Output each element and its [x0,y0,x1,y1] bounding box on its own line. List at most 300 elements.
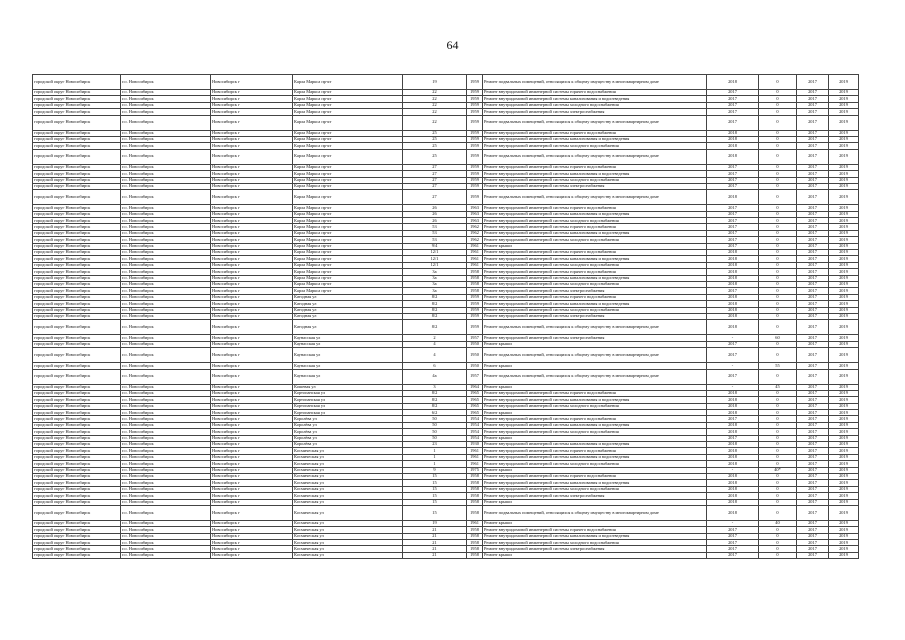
period-end-cell: 2019 [829,218,859,224]
work-type-cell: Ремонт крыши [483,341,707,347]
build-year-cell: 1950 [467,363,483,369]
period-end-cell: 2019 [829,416,859,422]
period-start-cell: 2017 [797,384,829,390]
period-end-cell: 2019 [829,480,859,486]
period-start-cell: 2017 [797,130,829,136]
municipality-cell: городской округ Новосибирск [33,546,121,552]
work-type-cell: Ремонт внутридомовой инженерной системы холодного водоснабжения [483,177,707,183]
street-cell: Космическая ул [293,527,403,533]
street-cell: Карла Маркса пр-кт [293,230,403,236]
build-year-cell: 1961 [467,250,483,256]
work-type-cell: Ремонт подвальных помещений, относящихся к общему имуществу в многоквартирном доме [483,320,707,335]
city-cell: Новосибирск г [211,348,293,363]
house-number-cell: 27 [403,171,467,177]
city-cell: Новосибирск г [211,102,293,108]
value-cell: 0 [759,183,797,189]
house-number-cell: 6 [403,363,467,369]
work-type-cell: Ремонт внутридомовой инженерной системы холодного водоснабжения [483,102,707,108]
period-end-cell: 2019 [829,250,859,256]
planned-year-cell: 2018 [707,499,759,505]
city-cell: Новосибирск г [211,211,293,217]
house-number-cell: 3 [403,384,467,390]
house-number-cell: 4 [403,341,467,347]
house-number-cell: 50 [403,435,467,441]
planned-year-cell: 2018 [707,480,759,486]
settlement-cell: г.о. Новосибирск [121,313,211,319]
house-number-cell: 21 [403,546,467,552]
period-start-cell: 2017 [797,435,829,441]
value-cell: 0 [759,454,797,460]
period-end-cell: 2019 [829,520,859,526]
city-cell: Новосибирск г [211,454,293,460]
period-end-cell: 2019 [829,410,859,416]
planned-year-cell: 2018 [707,313,759,319]
period-end-cell: 2019 [829,243,859,249]
work-type-cell: Ремонт внутридомовой инженерной системы горячего водоснабжения [483,527,707,533]
value-cell: 0 [759,410,797,416]
value-cell: 0 [759,313,797,319]
work-type-cell: Ремонт внутридомовой инженерной системы канализования и водоотведения [483,442,707,448]
work-type-cell: Ремонт крыши [483,243,707,249]
city-cell: Новосибирск г [211,480,293,486]
period-end-cell: 2019 [829,313,859,319]
work-type-cell: Ремонт подвальных помещений, относящихся к общему имуществу в многоквартирном доме [483,505,707,520]
planned-year-cell: 2018 [707,281,759,287]
planned-year-cell: 2018 [707,390,759,396]
build-year-cell: 1958 [467,540,483,546]
build-year-cell: 1963 [467,218,483,224]
value-cell: 0 [759,540,797,546]
city-cell: Новосибирск г [211,335,293,341]
period-end-cell: 2019 [829,493,859,499]
period-start-cell: 2017 [797,505,829,520]
period-end-cell: 2019 [829,505,859,520]
period-end-cell: 2019 [829,149,859,164]
value-cell: 0 [759,473,797,479]
planned-year-cell: 2017 [707,288,759,294]
build-year-cell: 1959 [467,130,483,136]
planned-year-cell: 2017 [707,369,759,384]
work-type-cell: Ремонт внутридомовой инженерной системы канализования и водоотведения [483,275,707,281]
work-type-cell: Ремонт внутридомовой инженерной системы холодного водоснабжения [483,403,707,409]
settlement-cell: г.о. Новосибирск [121,102,211,108]
house-number-cell: 15 [403,493,467,499]
house-number-cell: 8/2 [403,403,467,409]
table-row [33,149,859,164]
municipality-cell: городской округ Новосибирск [33,410,121,416]
value-cell: 0 [759,256,797,262]
street-cell: Космическая ул [293,552,403,558]
city-cell: Новосибирск г [211,527,293,533]
build-year-cell: 1961 [467,461,483,467]
value-cell: 0 [759,533,797,539]
house-number-cell: 15 [403,505,467,520]
house-number-cell: 8/2 [403,397,467,403]
work-type-cell: Ремонт внутридомовой инженерной системы канализования и водоотведения [483,256,707,262]
house-number-cell: 27 [403,164,467,170]
house-number-cell: 26 [403,205,467,211]
municipality-cell: городской округ Новосибирск [33,75,121,90]
planned-year-cell: 2018 [707,256,759,262]
street-cell: Космическая ул [293,533,403,539]
period-end-cell: 2019 [829,473,859,479]
city-cell: Новосибирск г [211,467,293,473]
city-cell: Новосибирск г [211,75,293,90]
municipality-cell: городской округ Новосибирск [33,149,121,164]
street-cell: Каунасская ул [293,341,403,347]
municipality-cell: городской округ Новосибирск [33,294,121,300]
build-year-cell: 1958 [467,499,483,505]
period-start-cell: 2017 [797,552,829,558]
planned-year-cell: - [707,335,759,341]
period-start-cell: 2017 [797,190,829,205]
value-cell: 45 [759,384,797,390]
value-cell: 0 [759,552,797,558]
work-type-cell: Ремонт внутридомовой инженерной системы канализования и водоотведения [483,230,707,236]
house-number-cell: 9 [403,467,467,473]
municipality-cell: городской округ Новосибирск [33,520,121,526]
street-cell: Космическая ул [293,546,403,552]
period-start-cell: 2017 [797,410,829,416]
municipality-cell: городской округ Новосибирск [33,262,121,268]
planned-year-cell: 2017 [707,540,759,546]
period-start-cell: 2017 [797,143,829,149]
planned-year-cell: 2017 [707,205,759,211]
work-type-cell: Ремонт подвальных помещений, относящихся к общему имуществу в многоквартирном доме [483,75,707,90]
value-cell: 0 [759,442,797,448]
work-type-cell: Ремонт внутридомовой инженерной системы горячего водоснабжения [483,448,707,454]
work-type-cell: Ремонт внутридомовой инженерной системы холодного водоснабжения [483,486,707,492]
municipality-cell: городской округ Новосибирск [33,499,121,505]
work-type-cell: Ремонт внутридомовой инженерной системы электроснабжения [483,546,707,552]
city-cell: Новосибирск г [211,230,293,236]
settlement-cell: г.о. Новосибирск [121,422,211,428]
period-end-cell: 2019 [829,294,859,300]
build-year-cell: 1959 [467,90,483,96]
city-cell: Новосибирск г [211,546,293,552]
value-cell: 0 [759,218,797,224]
period-start-cell: 2017 [797,164,829,170]
planned-year-cell: 2017 [707,435,759,441]
period-start-cell: 2017 [797,256,829,262]
period-end-cell: 2019 [829,183,859,189]
municipality-cell: городской округ Новосибирск [33,130,121,136]
settlement-cell: г.о. Новосибирск [121,143,211,149]
house-number-cell: 53 [403,230,467,236]
work-type-cell: Ремонт внутридомовой инженерной системы горячего водоснабжения [483,473,707,479]
work-type-cell: Ремонт внутридомовой инженерной системы горячего водоснабжения [483,250,707,256]
value-cell: 0 [759,130,797,136]
planned-year-cell: 2018 [707,130,759,136]
house-number-cell: 26 [403,211,467,217]
period-end-cell: 2019 [829,390,859,396]
period-start-cell: 2017 [797,442,829,448]
municipality-cell: городской округ Новосибирск [33,363,121,369]
planned-year-cell: 2017 [707,218,759,224]
value-cell: 0 [759,275,797,281]
period-start-cell: 2017 [797,454,829,460]
city-cell: Новосибирск г [211,390,293,396]
city-cell: Новосибирск г [211,448,293,454]
settlement-cell: г.о. Новосибирск [121,527,211,533]
municipality-cell: городской округ Новосибирск [33,429,121,435]
build-year-cell: 1954 [467,429,483,435]
value-cell: 0 [759,461,797,467]
period-end-cell: 2019 [829,262,859,268]
build-year-cell: 1961 [467,520,483,526]
house-number-cell: 3а [403,288,467,294]
work-type-cell: Ремонт крыши [483,552,707,558]
city-cell: Новосибирск г [211,136,293,142]
city-cell: Новосибирск г [211,218,293,224]
work-type-cell: Ремонт внутридомовой инженерной системы холодного водоснабжения [483,281,707,287]
settlement-cell: г.о. Новосибирск [121,190,211,205]
city-cell: Новосибирск г [211,540,293,546]
city-cell: Новосибирск г [211,403,293,409]
build-year-cell: 1958 [467,269,483,275]
municipality-cell: городской округ Новосибирск [33,461,121,467]
planned-year-cell: 2018 [707,301,759,307]
value-cell: 0 [759,390,797,396]
period-start-cell: 2017 [797,275,829,281]
period-start-cell: 2017 [797,493,829,499]
planned-year-cell: 2018 [707,505,759,520]
street-cell: Королёва ул [293,435,403,441]
period-start-cell: 2017 [797,363,829,369]
street-cell: Каунасская ул [293,348,403,363]
municipality-cell: городской округ Новосибирск [33,288,121,294]
planned-year-cell: - [707,384,759,390]
city-cell: Новосибирск г [211,416,293,422]
municipality-cell: городской округ Новосибирск [33,341,121,347]
city-cell: Новосибирск г [211,96,293,102]
house-number-cell: 4 [403,348,467,363]
municipality-cell: городской округ Новосибирск [33,90,121,96]
period-start-cell: 2017 [797,448,829,454]
municipality-cell: городской округ Новосибирск [33,320,121,335]
settlement-cell: г.о. Новосибирск [121,486,211,492]
municipality-cell: городской округ Новосибирск [33,96,121,102]
work-type-cell: Ремонт внутридомовой инженерной системы горячего водоснабжения [483,390,707,396]
planned-year-cell: 2018 [707,448,759,454]
period-end-cell: 2019 [829,422,859,428]
value-cell: 0 [759,493,797,499]
house-number-cell: 22 [403,96,467,102]
period-end-cell: 2019 [829,164,859,170]
city-cell: Новосибирск г [211,149,293,164]
city-cell: Новосибирск г [211,250,293,256]
street-cell: Карла Маркса пр-кт [293,109,403,115]
period-end-cell: 2019 [829,90,859,96]
period-end-cell: 2019 [829,384,859,390]
municipality-cell: городской округ Новосибирск [33,505,121,520]
street-cell: Кортопанская ул [293,390,403,396]
settlement-cell: г.о. Новосибирск [121,540,211,546]
period-start-cell: 2017 [797,533,829,539]
period-end-cell: 2019 [829,237,859,243]
settlement-cell: г.о. Новосибирск [121,448,211,454]
city-cell: Новосибирск г [211,505,293,520]
municipality-cell: городской округ Новосибирск [33,493,121,499]
municipality-cell: городской округ Новосибирск [33,190,121,205]
settlement-cell: г.о. Новосибирск [121,341,211,347]
planned-year-cell: 2018 [707,136,759,142]
build-year-cell: 1959 [467,109,483,115]
street-cell: Катодная ул [293,320,403,335]
period-start-cell: 2017 [797,136,829,142]
period-end-cell: 2019 [829,224,859,230]
value-cell: 0 [759,96,797,102]
table-row [33,505,859,520]
period-start-cell: 2017 [797,480,829,486]
period-end-cell: 2019 [829,288,859,294]
planned-year-cell: 2018 [707,320,759,335]
street-cell: Карла Маркса пр-кт [293,149,403,164]
period-end-cell: 2019 [829,533,859,539]
street-cell: Карла Маркса пр-кт [293,190,403,205]
municipality-cell: городской округ Новосибирск [33,416,121,422]
settlement-cell: г.о. Новосибирск [121,416,211,422]
value-cell: 0 [759,281,797,287]
settlement-cell: г.о. Новосибирск [121,211,211,217]
city-cell: Новосибирск г [211,422,293,428]
house-number-cell: 25 [403,143,467,149]
planned-year-cell: - [707,467,759,473]
settlement-cell: г.о. Новосибирск [121,205,211,211]
period-end-cell: 2019 [829,102,859,108]
street-cell: Карла Маркса пр-кт [293,243,403,249]
planned-year-cell: - [707,520,759,526]
street-cell: Карла Маркса пр-кт [293,218,403,224]
repair-schedule-table [32,74,859,559]
settlement-cell: г.о. Новосибирск [121,335,211,341]
city-cell: Новосибирск г [211,307,293,313]
work-type-cell: Ремонт внутридомовой инженерной системы электроснабжения [483,288,707,294]
work-type-cell: Ремонт крыши [483,410,707,416]
municipality-cell: городской округ Новосибирск [33,136,121,142]
house-number-cell: 8/2 [403,320,467,335]
period-start-cell: 2017 [797,520,829,526]
period-start-cell: 2017 [797,294,829,300]
municipality-cell: городской округ Новосибирск [33,473,121,479]
build-year-cell: 1965 [467,397,483,403]
house-number-cell: 25 [403,130,467,136]
municipality-cell: городской округ Новосибирск [33,211,121,217]
planned-year-cell: 2017 [707,533,759,539]
house-number-cell: 27 [403,183,467,189]
municipality-cell: городской округ Новосибирск [33,442,121,448]
work-type-cell: Ремонт внутридомовой инженерной системы электроснабжения [483,313,707,319]
municipality-cell: городской округ Новосибирск [33,448,121,454]
value-cell: 40* [759,467,797,473]
build-year-cell: 1961 [467,243,483,249]
build-year-cell: 1958 [467,486,483,492]
value-cell: 0 [759,211,797,217]
period-start-cell: 2017 [797,369,829,384]
city-cell: Новосибирск г [211,164,293,170]
planned-year-cell: 2018 [707,262,759,268]
period-start-cell: 2017 [797,540,829,546]
build-year-cell: 1959 [467,301,483,307]
municipality-cell: городской округ Новосибирск [33,486,121,492]
house-number-cell: 22 [403,102,467,108]
city-cell: Новосибирск г [211,237,293,243]
value-cell: 0 [759,164,797,170]
street-cell: Космическая ул [293,467,403,473]
street-cell: Карла Маркса пр-кт [293,183,403,189]
planned-year-cell: 2018 [707,473,759,479]
house-number-cell: 8/2 [403,390,467,396]
value-cell: 0 [759,250,797,256]
period-end-cell: 2019 [829,486,859,492]
city-cell: Новосибирск г [211,384,293,390]
work-type-cell: Ремонт внутридомовой инженерной системы канализования и водоотведения [483,480,707,486]
period-start-cell: 2017 [797,211,829,217]
city-cell: Новосибирск г [211,171,293,177]
build-year-cell: 1963 [467,205,483,211]
period-start-cell: 2017 [797,149,829,164]
build-year-cell: 1950 [467,348,483,363]
period-start-cell: 2017 [797,301,829,307]
build-year-cell: 1950 [467,341,483,347]
value-cell: 0 [759,243,797,249]
house-number-cell: 2 [403,335,467,341]
settlement-cell: г.о. Новосибирск [121,505,211,520]
value-cell: 0 [759,397,797,403]
city-cell: Новосибирск г [211,224,293,230]
build-year-cell: 1975 [467,467,483,473]
period-start-cell: 2017 [797,115,829,130]
build-year-cell: 1962 [467,237,483,243]
settlement-cell: г.о. Новосибирск [121,533,211,539]
period-start-cell: 2017 [797,416,829,422]
settlement-cell: г.о. Новосибирск [121,130,211,136]
house-number-cell: 27 [403,190,467,205]
period-end-cell: 2019 [829,429,859,435]
period-end-cell: 2019 [829,230,859,236]
work-type-cell: Ремонт внутридомовой инженерной системы холодного водоснабжения [483,143,707,149]
street-cell: Карла Маркса пр-кт [293,75,403,90]
period-end-cell: 2019 [829,369,859,384]
period-end-cell: 2019 [829,171,859,177]
build-year-cell: 1959 [467,143,483,149]
settlement-cell: г.о. Новосибирск [121,301,211,307]
settlement-cell: г.о. Новосибирск [121,288,211,294]
settlement-cell: г.о. Новосибирск [121,461,211,467]
city-cell: Новосибирск г [211,130,293,136]
work-type-cell: Ремонт подвальных помещений, относящихся к общему имуществу в многоквартирном доме [483,115,707,130]
planned-year-cell: 2017 [707,224,759,230]
value-cell: 0 [759,190,797,205]
work-type-cell: Ремонт внутридомовой инженерной системы канализования и водоотведения [483,171,707,177]
period-end-cell: 2019 [829,211,859,217]
settlement-cell: г.о. Новосибирск [121,243,211,249]
table-row [33,115,859,130]
street-cell: Космическая ул [293,520,403,526]
street-cell: Карла Маркса пр-кт [293,96,403,102]
value-cell: 0 [759,109,797,115]
build-year-cell: 1959 [467,320,483,335]
period-start-cell: 2017 [797,230,829,236]
period-end-cell: 2019 [829,275,859,281]
city-cell: Новосибирск г [211,486,293,492]
value-cell: 40 [759,520,797,526]
city-cell: Новосибирск г [211,143,293,149]
municipality-cell: городской округ Новосибирск [33,369,121,384]
value-cell: 0 [759,149,797,164]
period-start-cell: 2017 [797,218,829,224]
planned-year-cell: 2018 [707,269,759,275]
